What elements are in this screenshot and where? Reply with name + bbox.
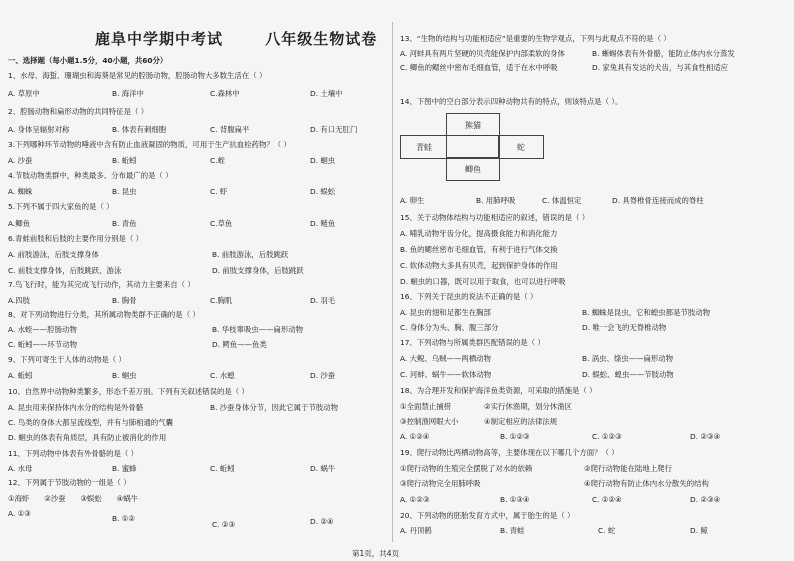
q4-option-d: D. 蜈蚣: [310, 187, 336, 196]
q19-item-3: ③爬行动物完全用肺呼吸: [400, 479, 481, 488]
q17-option-d: D. 蜈蚣、蝗虫——节肢动物: [582, 370, 674, 379]
q6-option-b: B. 前肢游泳，后肢跳跃: [212, 250, 289, 259]
q17-option-a: A. 大鲵、乌贼——两栖动物: [400, 354, 491, 363]
q5-option-a: A.鲫鱼: [8, 219, 31, 228]
q19-option-d: D. ②③④: [690, 495, 721, 504]
exam-title: [95, 28, 377, 49]
q16-option-a: A. 昆虫的翅和足都生在胸部: [400, 308, 491, 317]
q18-item-4: ④制定相应的法律法规: [484, 417, 558, 426]
q18-option-d: D. ②③④: [690, 432, 721, 441]
q15-option-a: A. 哺乳动物牙齿分化，提高摄食能力和消化能力: [400, 229, 558, 238]
q8-option-b: B. 华枝睾吸虫——扁形动物: [212, 325, 304, 334]
diagram-center: [446, 135, 500, 159]
question-3: 3.下列哪种环节动物的唾液中含有防止血液凝固的物质，可用于生产抗血栓药物？（ ）: [8, 140, 291, 149]
q7-option-a: A.四肢: [8, 296, 31, 305]
q4-option-c: C. 虾: [210, 187, 228, 196]
q18-item-2: ②实行休渔期，划分休渔区: [484, 402, 572, 411]
q20-option-c: C. 蛇: [598, 526, 616, 535]
q14-option-d: D. 具脊椎骨连接而成的脊柱: [612, 196, 704, 205]
q18-option-c: C. ①②③: [592, 432, 622, 441]
diagram-snake: 蛇: [498, 135, 544, 159]
q14-option-a: A. 卵生: [400, 196, 425, 205]
q14-option-c: C. 体温恒定: [542, 196, 582, 205]
q9-option-b: B. 蛔虫: [112, 371, 137, 380]
q13-option-b: B. 蜥蜴体表有外骨骼，能防止体内水分蒸发: [592, 49, 735, 58]
q12-option-c: C. ②③: [212, 520, 236, 529]
question-9: 9、下列可寄生于人体的动物是（ ）: [8, 355, 126, 364]
q8-option-d: D. 鳄鱼——鱼类: [212, 340, 267, 349]
question-18: 18、为合理开发和保护海洋鱼类资源，可采取的措施是（ ）: [400, 386, 597, 395]
q6-option-a: A. 前肢游泳，后肢支撑身体: [8, 250, 99, 259]
q14-option-b: B. 用肺呼吸: [476, 196, 516, 205]
q10-option-d: D. 蛔虫的体表有角质层，具有防止被消化的作用: [8, 433, 167, 442]
school-title: 鹿阜中学期中考试: [95, 30, 224, 48]
q10-option-b: B. 沙蚕身体分节，因此它属于节肢动物: [210, 403, 339, 412]
q2-option-a: A. 身体呈辐射对称: [8, 125, 70, 134]
q6-option-d: D. 前肢支撑身体，后肢跳跃: [212, 266, 304, 275]
question-16: 16、下列关于昆虫的说法不正确的是（ ）: [400, 292, 538, 301]
q2-option-c: C. 背腹扁平: [210, 125, 250, 134]
q6-option-c: C. 前肢支撑身体，后肢跳跃、游泳: [8, 266, 122, 275]
q17-option-c: C. 河蚌、蜗牛——软体动物: [400, 370, 492, 379]
q1-option-b: B. 海洋中: [112, 89, 144, 98]
q2-option-d: D. 有口无肛门: [310, 125, 358, 134]
q19-item-4: ④爬行动物有防止体内水分散失的结构: [584, 479, 709, 488]
q16-option-c: C. 身体分为头、胸、腹三部分: [400, 323, 499, 332]
q11-option-b: B. 蜜蜂: [112, 464, 137, 473]
q16-option-d: D. 唯一会飞的无脊椎动物: [582, 323, 667, 332]
question-8: 8、对下列动物进行分类，其所属动物类群不正确的是（ ）: [8, 310, 200, 319]
q7-option-b: B. 胸骨: [112, 296, 137, 305]
q20-option-a: A. 丹顶鹤: [400, 526, 432, 535]
q15-option-b: B. 鱼的鳃丝密布毛细血管，有利于进行气体交换: [400, 245, 558, 254]
q11-option-c: C. 蚯蚓: [210, 464, 235, 473]
q8-option-a: A. 水蛭——腔肠动物: [8, 325, 77, 334]
q19-item-2: ②爬行动物能在陆地上爬行: [584, 464, 672, 473]
question-10: 10、自然界中动物种类繁多，形态千差万别。下列有关叙述错误的是（ ）: [8, 387, 249, 396]
q11-option-d: D. 蜗牛: [310, 464, 336, 473]
q19-item-1: ①爬行动物的生殖完全摆脱了对水的依赖: [400, 464, 533, 473]
question-1: 1、水母、海蜇、珊瑚虫和海葵是常见的腔肠动物，腔肠动物大多数生活在（ ）: [8, 71, 267, 80]
q19-option-b: B. ①③④: [500, 495, 530, 504]
q5-option-c: C.草鱼: [210, 219, 233, 228]
q1-option-c: C.森林中: [210, 89, 240, 98]
section-heading: 一、选择题（每小题1.5分，40小题，共60分）: [8, 56, 168, 65]
q12-option-a: A. ①③: [8, 509, 31, 518]
q3-option-b: B. 蚯蚓: [112, 156, 137, 165]
diagram-frog: 青蛙: [400, 135, 448, 159]
question-12: 12、下列属于节肢动物的一组是（ ）: [8, 478, 131, 487]
q13-option-d: D. 家兔具有发达的犬齿，与其食性相适应: [592, 63, 729, 72]
question-17: 17、下列动物与所属类群匹配错误的是（ ）: [400, 338, 545, 347]
q20-option-d: D. 鲸: [690, 526, 708, 535]
column-divider: [392, 22, 393, 542]
question-14: 14、下图中的空白部分表示四种动物共有的特点，则该特点是（ ）。: [400, 97, 623, 106]
q13-option-a: A. 河蚌具有两片坚硬的贝壳能保护内部柔软的身体: [400, 49, 565, 58]
q12-option-b: B. ①②: [112, 514, 136, 523]
q1-option-d: D. 土壤中: [310, 89, 343, 98]
q12-option-d: D. ②④: [310, 517, 334, 526]
q3-option-d: D. 蛔虫: [310, 156, 336, 165]
q10-option-a: A. 昆虫用来保持体内水分的结构是外骨骼: [8, 403, 144, 412]
q1-option-a: A. 草原中: [8, 89, 40, 98]
subject-title: 八年级生物试卷: [265, 30, 378, 48]
question-19: 19、爬行动物比两栖动物高等，主要体现在以下哪几个方面？（ ）: [400, 448, 619, 457]
q5-option-b: B. 青鱼: [112, 219, 137, 228]
q18-item-3: ③控制渔网眼大小: [400, 417, 459, 426]
q7-option-d: D. 羽毛: [310, 296, 336, 305]
q7-option-c: C.胸肌: [210, 296, 233, 305]
question-6: 6.青蛙前肢和后肢的主要作用分别是（ ）: [8, 234, 144, 243]
q9-option-d: D. 沙蚕: [310, 371, 336, 380]
q17-option-b: B. 涡虫、绦虫——扁形动物: [582, 354, 674, 363]
diagram-panda: 熊猫: [446, 113, 500, 137]
q5-option-d: D. 鲢鱼: [310, 219, 336, 228]
q3-option-c: C.蛭: [210, 156, 225, 165]
q4-option-b: B. 昆虫: [112, 187, 137, 196]
q19-option-a: A. ①②③: [400, 495, 430, 504]
q18-option-b: B. ①②③: [500, 432, 530, 441]
q2-option-b: B. 体表有刺细胞: [112, 125, 167, 134]
question-20: 20、下列动物的胚胎发育方式中，属于胎生的是（ ）: [400, 511, 575, 520]
question-11: 11、下列动物中体表有外骨骼的是（ ）: [8, 449, 139, 458]
q18-item-1: ①全面禁止捕捞: [400, 402, 451, 411]
q15-option-c: C. 软体动物大多具有贝壳，起到保护身体的作用: [400, 261, 558, 270]
question-13: 13、“生物的结构与功能相适应”是重要的生物学观点，下列与此观点不符的是（ ）: [400, 34, 671, 43]
page-footer: 第1页，共4页: [352, 549, 400, 558]
q9-option-a: A. 蚯蚓: [8, 371, 33, 380]
question-2: 2、腔肠动物和扁形动物的共同特征是（ ）: [8, 107, 149, 116]
question-7: 7.鸟飞行时，能为其完成飞行动作，其动力主要来自（ ）: [8, 280, 195, 289]
question-4: 4.节肢动物类群中，种类最多、分布最广的是（ ）: [8, 171, 173, 180]
q13-option-c: C. 鲫鱼的鳃丝中密布毛细血管，适于在水中呼吸: [400, 63, 558, 72]
question-5: 5.下列不属于四大家鱼的是（ ）: [8, 202, 114, 211]
q11-option-a: A. 水母: [8, 464, 33, 473]
q3-option-a: A. 沙蚕: [8, 156, 33, 165]
q15-option-d: D. 蛔虫的口器，既可以用于取食，也可以进行呼吸: [400, 277, 566, 286]
diagram-carp: 鲫鱼: [446, 157, 500, 181]
q8-option-c: C. 蚯蚓——环节动物: [8, 340, 77, 349]
q18-option-a: A. ①②④: [400, 432, 430, 441]
q9-option-c: C. 水螅: [210, 371, 235, 380]
q16-option-b: B. 蜘蛛是昆虫，它和蝗虫都是节肢动物: [582, 308, 711, 317]
q20-option-b: B. 青蛙: [500, 526, 525, 535]
q10-option-c: C. 鸟类的身体大都呈流线型，并有与肺相通的气囊: [8, 418, 174, 427]
question-15: 15、关于动物体结构与功能相适应的叙述，错误的是（ ）: [400, 213, 590, 222]
q12-items: ①海虾 ②沙蚕 ③蜈蚣 ④蜗牛: [8, 494, 138, 503]
q19-option-c: C. ①②④: [592, 495, 622, 504]
q4-option-a: A. 蜘蛛: [8, 187, 33, 196]
